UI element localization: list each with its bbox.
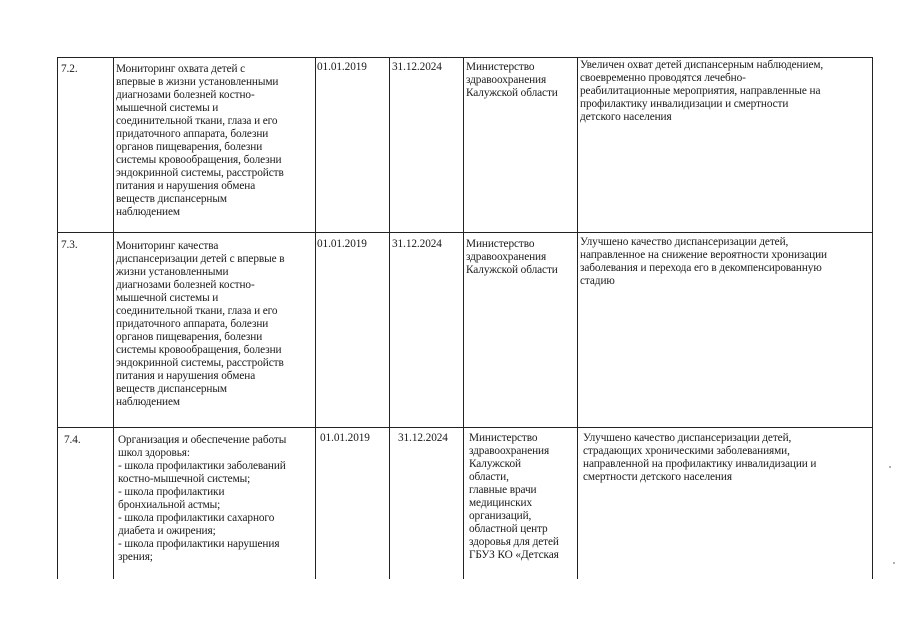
table-border-top (57, 57, 873, 58)
end-date-cell: 31.12.2024 (392, 61, 442, 73)
result-cell: Улучшено качество диспансеризации детей, направленное на снижение вероятности хронизации заболевания и перехода его в декомпенсированную стадию (580, 236, 828, 287)
activity-cell: Мониторинг качества диспансеризации детей с впервые в жизни установленными диагнозами болезней костно- мышечной системы и соединительной ткани, глаза и его придаточного аппарата, болезни органов пищеварения, болезни системы кровообращения, болезни эндокринной системы, расстройств питания и нарушения обмена веществ диспансерным наблюдением (116, 240, 285, 408)
start-date-cell: 01.01.2019 (317, 61, 367, 73)
row-number: 7.3. (61, 239, 78, 251)
table-border-right (872, 57, 873, 579)
responsible-cell: Министерство здравоохранения Калужской области (466, 61, 558, 99)
activity-cell: Организация и обеспечение работы школ здоровья: - школа профилактики заболеваний костно-мышечной системы; - школа профилактики бронхиальной астмы; - школа профилактики сахарного диабета и ожирения; - школа профилактики нарушения зрения; (118, 434, 287, 563)
column-divider-4 (463, 57, 464, 579)
responsible-cell: Министерство здравоохранения Калужской области, главные врачи медицинских организаций, областной центр здоровья для детей ГБУЗ КО «Детская (469, 432, 559, 561)
scan-speck (889, 466, 891, 468)
start-date-cell: 01.01.2019 (317, 238, 367, 250)
start-date-cell: 01.01.2019 (320, 432, 370, 444)
scan-speck (893, 562, 895, 564)
row-divider-2 (57, 427, 873, 428)
column-divider-3 (389, 57, 390, 579)
activity-cell: Мониторинг охвата детей с впервые в жизни установленными диагнозами болезней костно- мышечной системы и соединительной ткани, глаза и его придаточного аппарата, болезни органов пищеварения, болезни системы кровообращения, болезни эндокринной системы, расстройств питания и нарушения обмена веществ диспансерным наблюдением (116, 63, 284, 218)
end-date-cell: 31.12.2024 (398, 432, 448, 444)
end-date-cell: 31.12.2024 (392, 238, 442, 250)
column-divider-1 (113, 57, 114, 579)
responsible-cell: Министерство здравоохранения Калужской области (466, 238, 558, 276)
table-border-left (57, 57, 58, 579)
result-cell: Увеличен охват детей диспансерным наблюдением, своевременно проводятся лечебно- реабилитационные мероприятия, направленные на профилактику инвалидизации и смертности детского населения (580, 59, 824, 123)
row-divider-1 (57, 232, 873, 233)
row-number: 7.4. (64, 434, 81, 446)
row-number: 7.2. (61, 63, 78, 75)
result-cell: Улучшено качество диспансеризации детей, страдающих хроническими заболеваниями, направленной на профилактику инвалидизации и смертности детского населения (583, 432, 817, 483)
